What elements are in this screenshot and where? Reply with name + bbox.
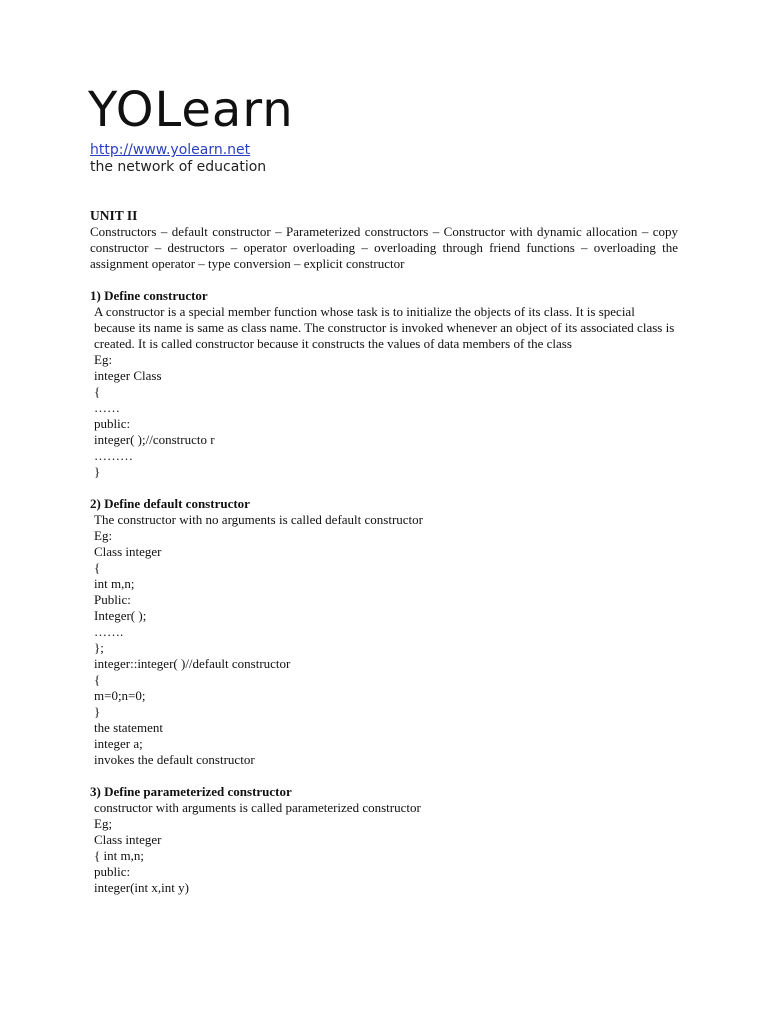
code-line: public: — [94, 416, 131, 431]
code-line: { — [94, 384, 101, 399]
code-line: integer( );//constructo r — [94, 432, 215, 447]
section-define-default-constructor — [90, 496, 678, 768]
section-text: A constructor is a special member function whose task is to initialize the objects of its class. It is special because its name is same as class name. The constructor is invoked whenever an object of its associated class is created. It is called constructor because it constructs the values of data members of the class — [94, 304, 675, 351]
code-line: …… — [94, 400, 120, 415]
unit-title: UNIT II — [90, 208, 138, 223]
code-line: } — [94, 464, 101, 479]
section-heading: 2) Define default constructor — [90, 496, 250, 511]
code-line: { int m,n; — [94, 848, 144, 863]
section-text: The constructor with no arguments is called default constructor — [94, 512, 423, 527]
section-text: constructor with arguments is called parameterized constructor — [94, 800, 421, 815]
code-line: Class integer — [94, 832, 162, 847]
tagline: the network of education — [90, 159, 267, 175]
code-line: ……. — [94, 624, 124, 639]
code-line: integer Class — [94, 368, 162, 383]
code-line: the statement — [94, 720, 163, 735]
code-line: int m,n; — [94, 576, 135, 591]
code-line: invokes the default constructor — [94, 752, 255, 767]
code-line: Eg; — [94, 816, 113, 831]
code-line: Eg: — [94, 528, 113, 543]
document-body — [90, 208, 678, 896]
code-line: Class integer — [94, 544, 162, 559]
code-line: Eg: — [94, 352, 113, 367]
code-line: Public: — [94, 592, 131, 607]
yolearn-logo: YOLearn — [88, 82, 294, 138]
code-line: { — [94, 672, 101, 687]
code-line: } — [94, 704, 101, 719]
code-line: public: — [94, 864, 131, 879]
code-line: integer(int x,int y) — [94, 880, 189, 895]
code-line: Integer( ); — [94, 608, 147, 623]
code-line: ……… — [94, 448, 133, 463]
section-define-parameterized-constructor — [90, 784, 678, 896]
code-line: }; — [94, 640, 104, 655]
section-define-constructor — [90, 288, 678, 480]
unit-summary: Constructors – default constructor – Parameterized constructors – Constructor with dynamic allocation – copy constructor – destructors – operator overloading – overloading through friend functions – overloading the assignment operator – type conversion – explicit constructor — [90, 224, 678, 271]
code-line: integer::integer( )//default constructor — [94, 656, 291, 671]
site-url-link[interactable]: http://www.yolearn.net — [90, 142, 251, 158]
code-line: { — [94, 560, 101, 575]
code-line: integer a; — [94, 736, 143, 751]
section-heading: 1) Define constructor — [90, 288, 208, 303]
code-line: m=0;n=0; — [94, 688, 146, 703]
section-heading: 3) Define parameterized constructor — [90, 784, 292, 799]
